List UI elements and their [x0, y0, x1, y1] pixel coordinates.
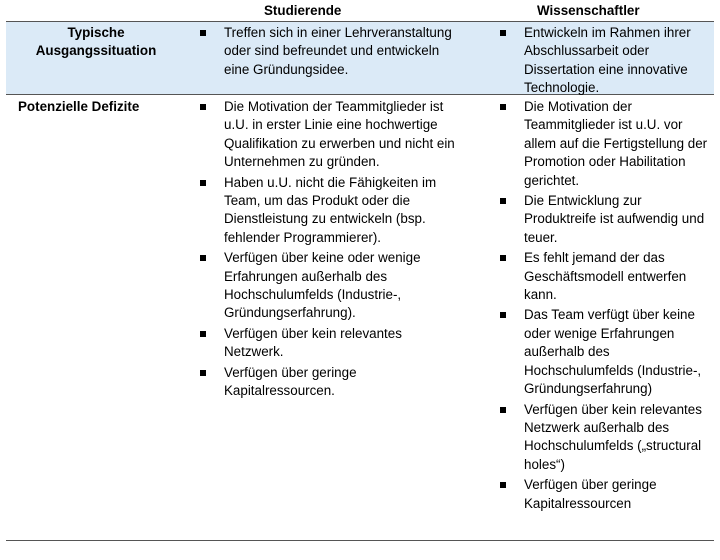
list-item [196, 364, 458, 401]
studierende-list [196, 98, 458, 403]
list-item-text: Die Motivation der Teammitglieder ist u.U. vor allem auf die Fertigstellung der Promotion oder Habilitation gerichtet. [524, 99, 708, 188]
studierende-list [196, 24, 458, 81]
list-item [496, 192, 711, 247]
bullet-icon [500, 312, 506, 318]
wissenschaftler-list [496, 98, 711, 515]
bullet-icon [200, 370, 206, 376]
list-item-text: Verfügen über keine oder wenige Erfahrungen außerhalb des Hochschulumfelds (Industrie-, Gründungserfahrung). [224, 250, 421, 321]
comparison-table [6, 0, 714, 541]
bullet-icon [200, 180, 206, 186]
bullet-icon [500, 255, 506, 261]
column-header-wissenschaftler: Wissenschaftler [537, 3, 640, 18]
list-item [196, 24, 458, 79]
bullet-icon [500, 104, 506, 110]
list-item-text: Die Motivation der Teammitglieder ist u.U. in erster Linie eine hochwertige Qualifikation zu erwerben und nicht ein Unternehmen zu gründen. [224, 99, 455, 170]
list-item [196, 325, 458, 362]
table-header [6, 0, 714, 22]
list-item-text: Verfügen über kein relevantes Netzwerk. [224, 325, 402, 360]
row-label: Potenzielle Defizite [18, 99, 140, 114]
list-item [196, 174, 458, 248]
list-item-text: Verfügen über kein relevantes Netzwerk außerhalb des Hochschulumfelds („structural holes“) [524, 401, 702, 472]
list-item-text: Entwickeln im Rahmen ihrer Abschlussarbeit oder Dissertation eine innovative Technologie. [524, 25, 691, 96]
list-item [496, 98, 711, 190]
bullet-icon [200, 30, 206, 36]
list-item-text: Haben u.U. nicht die Fähigkeiten im Team, um das Produkt oder die Dienstleistung zu entwickeln (bsp. fehlender Programmierer). [224, 174, 437, 245]
list-item [496, 249, 711, 304]
list-item [496, 401, 711, 475]
table-row-typische-ausgangssituation [6, 22, 714, 95]
table-row-potenzielle-defizite [6, 95, 714, 541]
bullet-icon [200, 331, 206, 337]
list-item-text: Die Entwicklung zur Produktreife ist aufwendig und teuer. [524, 193, 705, 245]
list-item-text: Verfügen über geringe Kapitalressourcen [524, 477, 657, 511]
bullet-icon [200, 104, 206, 110]
bullet-icon [500, 30, 506, 36]
wissenschaftler-list [496, 24, 711, 100]
list-item [496, 24, 711, 98]
list-item [496, 476, 711, 513]
list-item [496, 306, 711, 398]
list-item [196, 249, 458, 323]
column-header-studierende: Studierende [264, 3, 342, 18]
list-item-text: Treffen sich in einer Lehrveranstaltung oder sind befreundet und entwickeln eine Gründungsidee. [224, 25, 452, 77]
bullet-icon [500, 407, 506, 413]
bullet-icon [500, 482, 506, 488]
bullet-icon [500, 198, 506, 204]
list-item-text: Verfügen über geringe Kapitalressourcen. [224, 364, 357, 399]
row-label: Typische Ausgangssituation [35, 25, 157, 59]
list-item-text: Das Team verfügt über keine oder wenige Erfahrungen außerhalb des Hochschulumfelds (Industrie-, Gründungserfahrung) [524, 307, 702, 397]
bullet-icon [200, 255, 206, 261]
list-item [196, 98, 458, 172]
list-item-text: Es fehlt jemand der das Geschäftsmodell entwerfen kann. [524, 250, 687, 303]
